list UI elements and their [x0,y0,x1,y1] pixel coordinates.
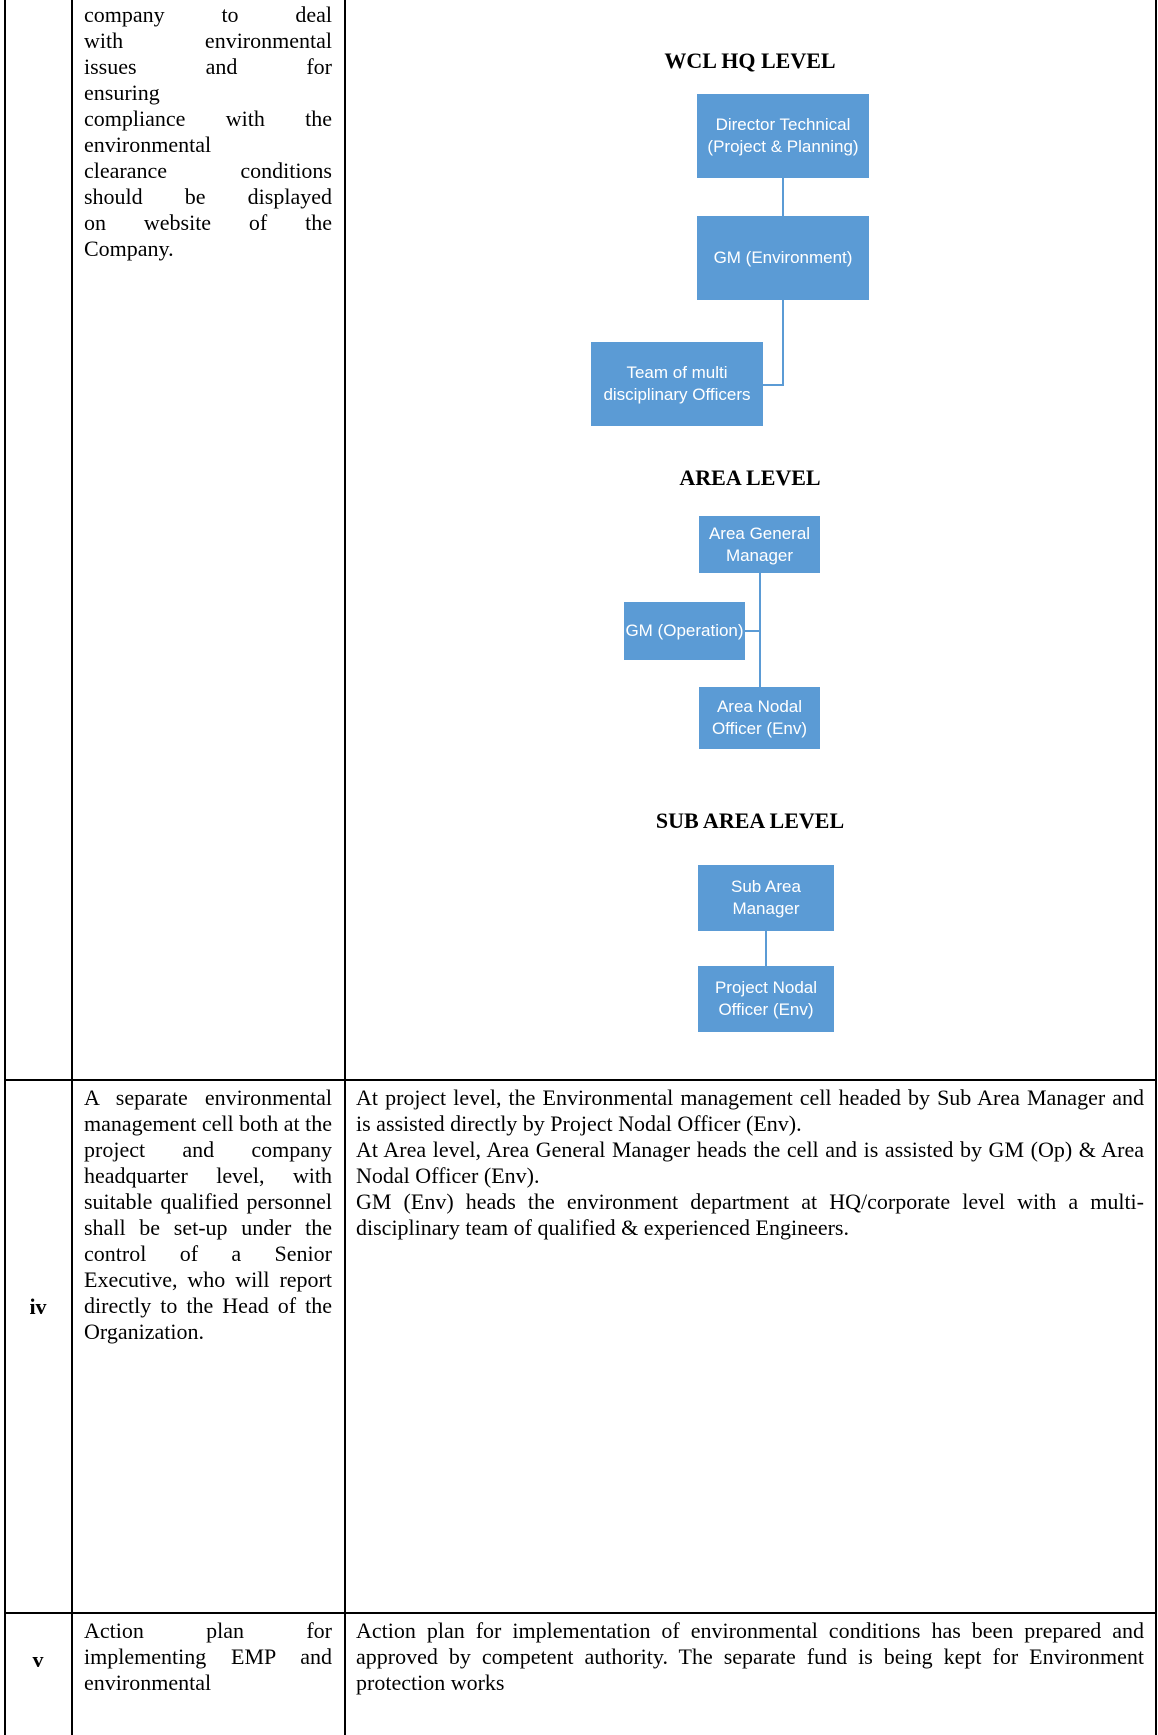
row4-number: iv [29,1294,47,1319]
row3-line-8: should be displayed [84,184,332,209]
row3-line-1: company to deal [84,2,332,27]
row3-line-6: environmental [84,132,212,157]
table-border-right [1155,0,1157,1735]
org-box-sub-area-manager: Sub Area Manager [698,865,834,931]
row3-line-5: compliance with the [84,106,332,131]
row3-line-3: issues and for [84,54,332,79]
org-box-gm-operation: GM (Operation) [624,602,745,660]
sub-area-level-title: SUB AREA LEVEL [655,808,845,833]
row3-line-7: clearance conditions [84,158,332,183]
row3-left-text [84,2,332,262]
row4-left-text: A separate environmental management cell both at the project and company headquarter level, with suitable qualified personnel shall be set-up under the control of a Senior Executive, who will report directly to the Head of the Organization. [84,1085,333,1344]
connector-area-branch [745,630,761,632]
row3-line-2: with environmental [84,28,332,53]
row3-line-10: Company. [84,236,174,261]
org-box-area-nodal-officer: Area Nodal Officer (Env) [699,687,820,749]
row5-number: v [32,1647,44,1672]
org-box-gm-environment: GM (Environment) [697,216,869,300]
table-divider-main [344,0,346,1735]
org-box-area-gm: Area General Manager [699,516,820,573]
row-divider-2 [4,1612,1156,1614]
connector-sub-1 [765,931,767,966]
org-box-director-technical: Director Technical (Project & Planning) [697,94,869,178]
row-divider-1 [4,1079,1156,1081]
org-box-project-nodal-officer: Project Nodal Officer (Env) [698,966,834,1032]
row4-paragraph-1: At project level, the Environmental management cell headed by Sub Area Manager and is assisted directly by Project Nodal Officer (Env). [356,1085,1144,1136]
row4-paragraph-3: GM (Env) heads the environment department at HQ/corporate level with a multi-disciplinary team of qualified & experienced Engineers. [356,1189,1144,1240]
connector-hq-1 [782,178,784,216]
area-level-title: AREA LEVEL [679,465,821,490]
row5-right-text: Action plan for implementation of environmental conditions has been prepared and approved by competent authority. The separate fund is being kept for Environment protection works [356,1618,1144,1695]
hq-level-title: WCL HQ LEVEL [664,48,836,73]
connector-hq-2-branch [763,384,784,386]
row3-line-9: on website of the [84,210,332,235]
row4-paragraph-2: At Area level, Area General Manager heads the cell and is assisted by GM (Op) & Area Nodal Officer (Env). [356,1137,1144,1188]
table-border-left [4,0,6,1735]
org-box-team-officers: Team of multi disciplinary Officers [591,342,763,426]
row4-right-text [356,1085,1144,1241]
table-divider-num [71,0,73,1735]
row3-line-4: ensuring [84,80,160,105]
connector-hq-2 [782,300,784,386]
row5-left-text: Action plan for implementing EMP and environmental [84,1618,332,1695]
